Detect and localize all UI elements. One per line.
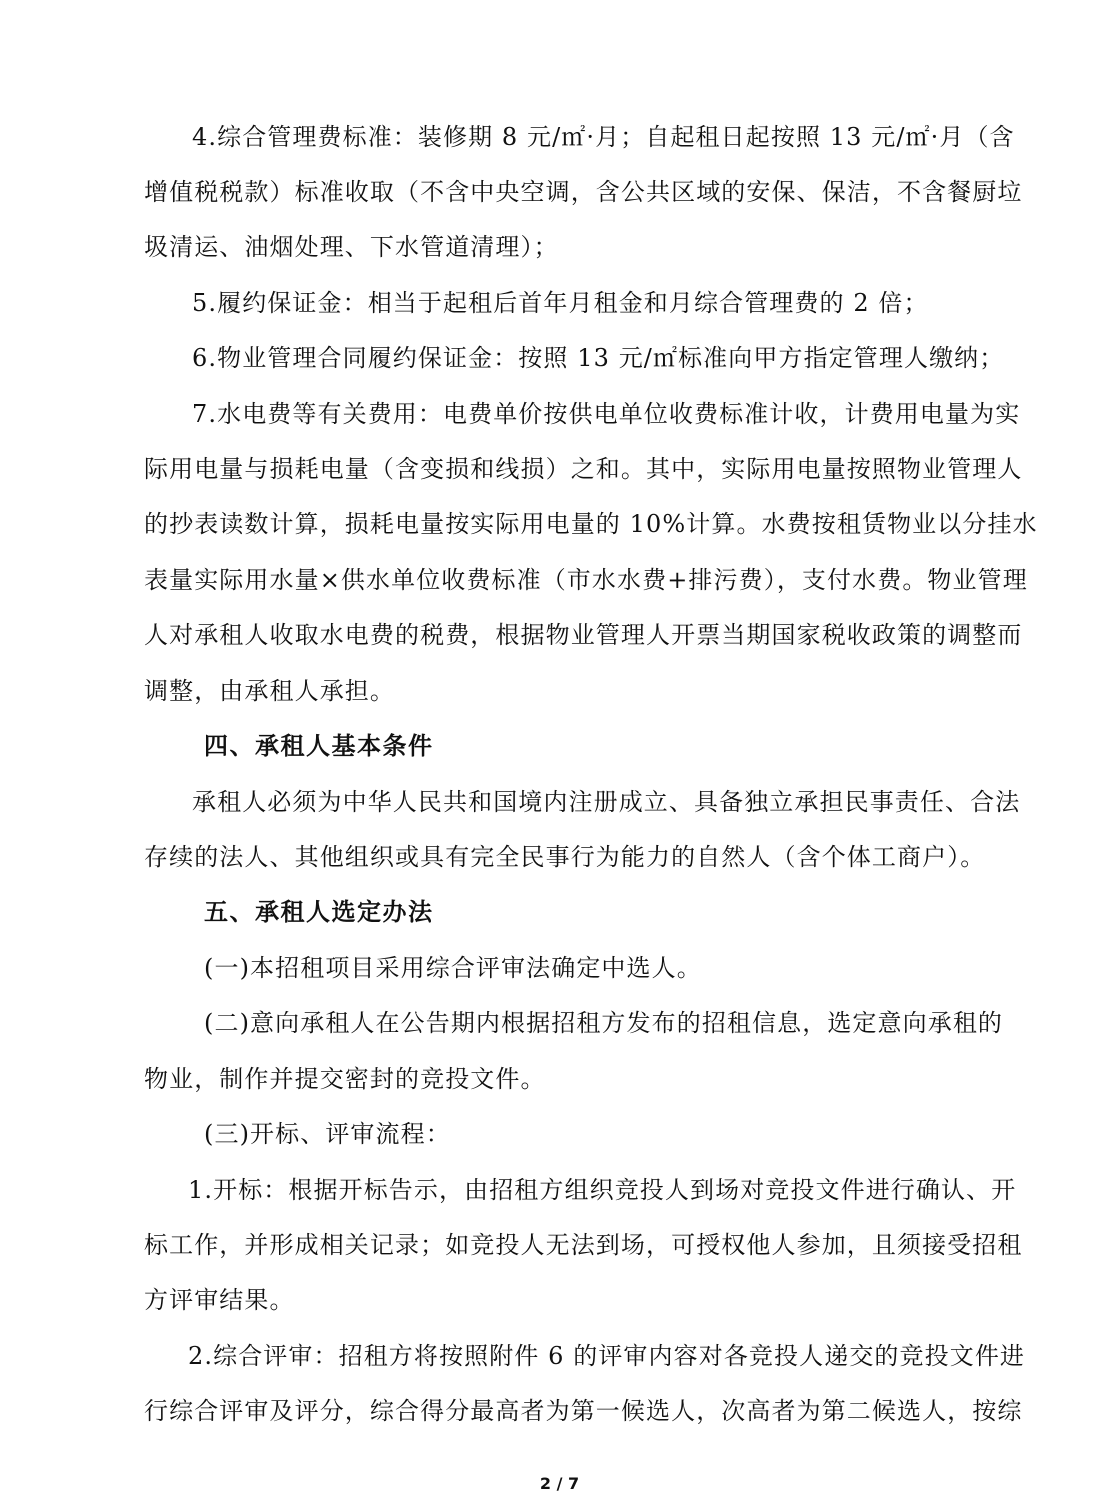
section-heading: 五、承租人选定办法	[204, 898, 434, 926]
paragraph-line: 标工作，并形成相关记录；如竞投人无法到场，可授权他人参加，且须接受招租	[144, 1231, 1023, 1259]
paragraph-line: 行综合评审及评分，综合得分最高者为第一候选人，次高者为第二候选人，按综	[144, 1397, 1023, 1425]
paragraph-line: 物业，制作并提交密封的竞投文件。	[144, 1065, 546, 1093]
paragraph-line: (一)本招租项目采用综合评审法确定中选人。	[204, 954, 702, 982]
paragraph-line: 4.综合管理费标准：装修期 8 元/㎡·月；自起租日起按照 13 元/㎡·月（含	[192, 123, 1015, 151]
paragraph-line: 存续的法人、其他组织或具有完全民事行为能力的自然人（含个体工商户）。	[144, 843, 986, 871]
paragraph-line: 人对承租人收取水电费的税费，根据物业管理人开票当期国家税收政策的调整而	[144, 621, 1023, 649]
paragraph-line: 的抄表读数计算，损耗电量按实际用电量的 10%计算。水费按租赁物业以分挂水	[144, 510, 1038, 538]
paragraph-line: 承租人必须为中华人民共和国境内注册成立、具备独立承担民事责任、合法	[192, 788, 1021, 816]
paragraph-line: 2.综合评审：招租方将按照附件 6 的评审内容对各竞投人递交的竞投文件进	[188, 1342, 1026, 1370]
paragraph-line: (二)意向承租人在公告期内根据招租方发布的招租信息，选定意向承租的	[204, 1009, 1004, 1037]
paragraph-line: 7.水电费等有关费用：电费单价按供电单位收费标准计收，计费用电量为实	[192, 400, 1021, 428]
paragraph-line: 调整，由承租人承担。	[144, 677, 395, 705]
paragraph-line: 际用电量与损耗电量（含变损和线损）之和。其中，实际用电量按照物业管理人	[144, 455, 1023, 483]
paragraph-line: 增值税税款）标准收取（不含中央空调，含公共区域的安保、保洁，不含餐厨垃	[144, 178, 1023, 206]
paragraph-line: 6.物业管理合同履约保证金：按照 13 元/㎡标准向甲方指定管理人缴纳；	[192, 344, 1005, 372]
paragraph-line: 1.开标：根据开标告示，由招租方组织竞投人到场对竞投文件进行确认、开	[188, 1176, 1017, 1204]
paragraph-line: (三)开标、评审流程：	[204, 1120, 451, 1148]
paragraph-line: 方评审结果。	[144, 1286, 295, 1314]
section-heading: 四、承租人基本条件	[204, 732, 434, 760]
paragraph-line: 表量实际用水量×供水单位收费标准（市水水费+排污费），支付水费。物业管理	[144, 566, 1028, 594]
paragraph-line: 5.履约保证金：相当于起租后首年月租金和月综合管理费的 2 倍；	[192, 289, 929, 317]
paragraph-line: 圾清运、油烟处理、下水管道清理）；	[144, 233, 559, 261]
page-number: 2 / 7	[539, 1474, 580, 1493]
